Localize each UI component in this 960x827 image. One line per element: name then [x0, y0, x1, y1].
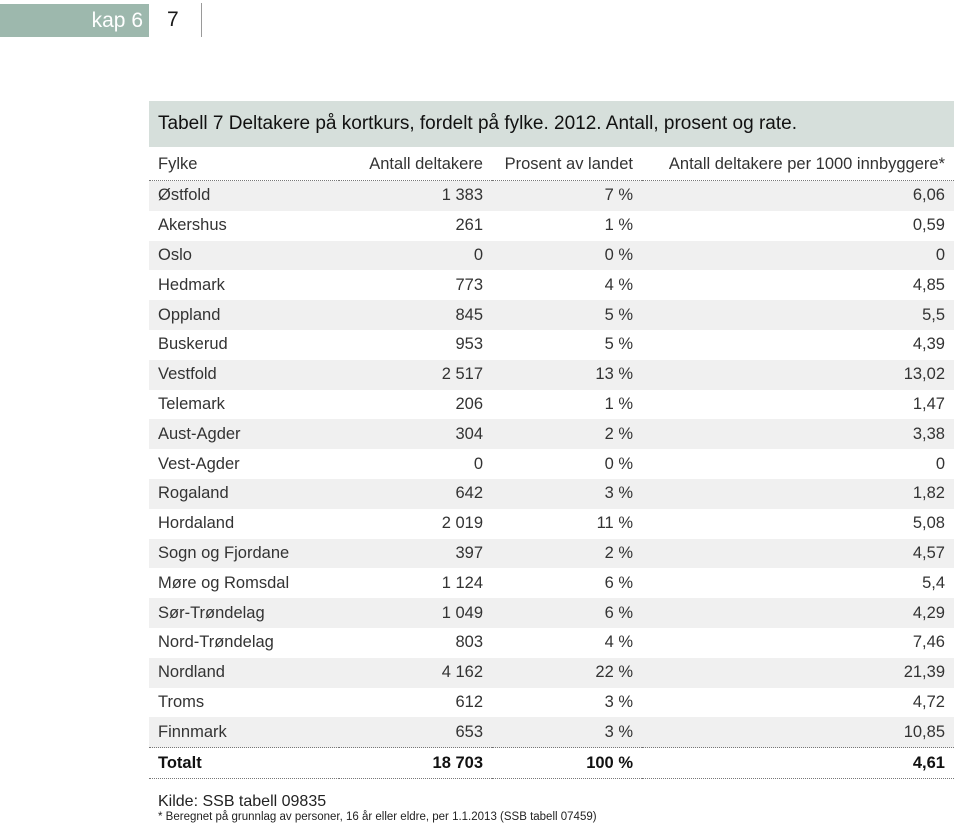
cell-prosent: 3 % — [604, 722, 633, 741]
cell-rate: 5,4 — [922, 573, 945, 592]
cell-prosent: 2 % — [604, 543, 633, 562]
cell-fylke: Finnmark — [158, 722, 227, 741]
table-row — [149, 449, 954, 479]
table-row — [149, 330, 954, 360]
cell-antall: 612 — [455, 692, 483, 711]
chapter-badge — [0, 4, 149, 37]
cell-rate: 4,29 — [912, 603, 945, 622]
header-divider — [201, 3, 202, 37]
cell-fylke: Sør-Trøndelag — [158, 603, 265, 622]
column-header-rate: Antall deltakere per 1000 innbyggere* — [642, 149, 954, 181]
cell-antall: 261 — [455, 216, 483, 235]
cell-fylke: Troms — [158, 692, 205, 711]
cell-prosent: 7 % — [604, 186, 633, 205]
cell-prosent: 1 % — [604, 394, 633, 413]
table-row — [149, 628, 954, 658]
cell-prosent: 4 % — [604, 633, 633, 652]
cell-fylke: Aust-Agder — [158, 424, 241, 443]
table-row — [149, 509, 954, 539]
table-row — [149, 181, 954, 211]
cell-antall: 0 — [473, 245, 483, 264]
cell-antall: 2 517 — [441, 365, 483, 384]
table-row — [149, 390, 954, 420]
cell-antall: 653 — [455, 722, 483, 741]
cell-antall: 206 — [455, 394, 483, 413]
cell-fylke: Buskerud — [158, 335, 228, 354]
cell-antall: 1 124 — [441, 573, 483, 592]
cell-antall: 1 049 — [441, 603, 483, 622]
table-row — [149, 419, 954, 449]
cell-rate: 1,82 — [912, 484, 945, 503]
cell-prosent: 0 % — [604, 245, 633, 264]
cell-fylke: Østfold — [158, 186, 211, 205]
cell-prosent: 4 % — [604, 275, 633, 294]
cell-fylke: Oppland — [158, 305, 221, 324]
cell-prosent: 2 % — [604, 424, 633, 443]
cell-rate: 3,38 — [912, 424, 945, 443]
chapter-label: kap 6 — [91, 9, 143, 32]
cell-rate: 4,72 — [912, 692, 945, 711]
cell-antall: 642 — [455, 484, 483, 503]
cell-prosent: 6 % — [604, 573, 633, 592]
cell-antall: 304 — [455, 424, 483, 443]
total-label: Totalt — [149, 748, 339, 779]
cell-rate: 10,85 — [903, 722, 945, 741]
table-title: Tabell 7 Deltakere på kortkurs, fordelt på fylke. 2012. Antall, prosent og rate. — [149, 101, 954, 147]
column-header-prosent: Prosent av landet — [492, 149, 642, 181]
cell-rate: 0 — [935, 245, 945, 264]
cell-fylke: Akershus — [158, 216, 227, 235]
table-row — [149, 658, 954, 688]
cell-rate: 6,06 — [912, 186, 945, 205]
cell-fylke: Telemark — [158, 394, 225, 413]
cell-rate: 4,57 — [912, 543, 945, 562]
cell-fylke: Hedmark — [158, 275, 225, 294]
cell-antall: 845 — [455, 305, 483, 324]
table-row — [149, 568, 954, 598]
source-note: Kilde: SSB tabell 09835 — [158, 793, 327, 810]
cell-antall: 773 — [455, 275, 483, 294]
table-row — [149, 598, 954, 628]
data-table — [149, 149, 954, 779]
cell-antall: 397 — [455, 543, 483, 562]
cell-rate: 0 — [935, 454, 945, 473]
cell-prosent: 0 % — [604, 454, 633, 473]
table-row — [149, 241, 954, 271]
table-row — [149, 360, 954, 390]
cell-antall: 4 162 — [441, 663, 483, 682]
total-rate: 4,61 — [642, 748, 954, 779]
cell-fylke: Møre og Romsdal — [158, 573, 290, 592]
cell-fylke: Oslo — [158, 245, 192, 264]
table-row — [149, 688, 954, 718]
table-body — [149, 181, 954, 748]
table-row — [149, 539, 954, 569]
cell-rate: 7,46 — [912, 633, 945, 652]
table-header-row — [149, 149, 954, 181]
cell-fylke: Sogn og Fjordane — [158, 543, 290, 562]
table-row — [149, 479, 954, 509]
cell-prosent: 5 % — [604, 305, 633, 324]
cell-antall: 0 — [473, 454, 483, 473]
cell-rate: 4,39 — [912, 335, 945, 354]
cell-antall: 2 019 — [441, 514, 483, 533]
cell-fylke: Rogaland — [158, 484, 229, 503]
footnote: * Beregnet på grunnlag av personer, 16 år eller eldre, per 1.1.2013 (SSB tabell 07459) — [158, 811, 597, 823]
cell-rate: 0,59 — [912, 216, 945, 235]
cell-fylke: Nord-Trøndelag — [158, 633, 274, 652]
cell-antall: 953 — [455, 335, 483, 354]
total-antall: 18 703 — [339, 748, 492, 779]
cell-prosent: 3 % — [604, 484, 633, 503]
cell-prosent: 6 % — [604, 603, 633, 622]
cell-rate: 21,39 — [903, 663, 945, 682]
cell-prosent: 11 % — [596, 514, 633, 533]
cell-rate: 5,5 — [922, 305, 945, 324]
cell-rate: 5,08 — [912, 514, 945, 533]
table-row — [149, 717, 954, 747]
cell-prosent: 3 % — [604, 692, 633, 711]
table-row — [149, 300, 954, 330]
cell-prosent: 5 % — [604, 335, 633, 354]
column-header-antall: Antall deltakere — [339, 149, 492, 181]
cell-fylke: Hordaland — [158, 514, 235, 533]
total-prosent: 100 % — [492, 748, 642, 779]
table-row — [149, 211, 954, 241]
cell-prosent: 13 % — [595, 365, 633, 384]
column-header-fylke: Fylke — [149, 149, 339, 181]
cell-fylke: Nordland — [158, 663, 225, 682]
cell-rate: 4,85 — [912, 275, 945, 294]
cell-prosent: 22 % — [595, 663, 633, 682]
cell-rate: 1,47 — [912, 394, 945, 413]
table-row — [149, 270, 954, 300]
cell-antall: 1 383 — [441, 186, 483, 205]
total-row — [149, 748, 954, 779]
page-number: 7 — [167, 8, 179, 31]
cell-fylke: Vestfold — [158, 365, 217, 384]
cell-fylke: Vest-Agder — [158, 454, 240, 473]
cell-prosent: 1 % — [604, 216, 633, 235]
cell-antall: 803 — [455, 633, 483, 652]
cell-rate: 13,02 — [903, 365, 945, 384]
